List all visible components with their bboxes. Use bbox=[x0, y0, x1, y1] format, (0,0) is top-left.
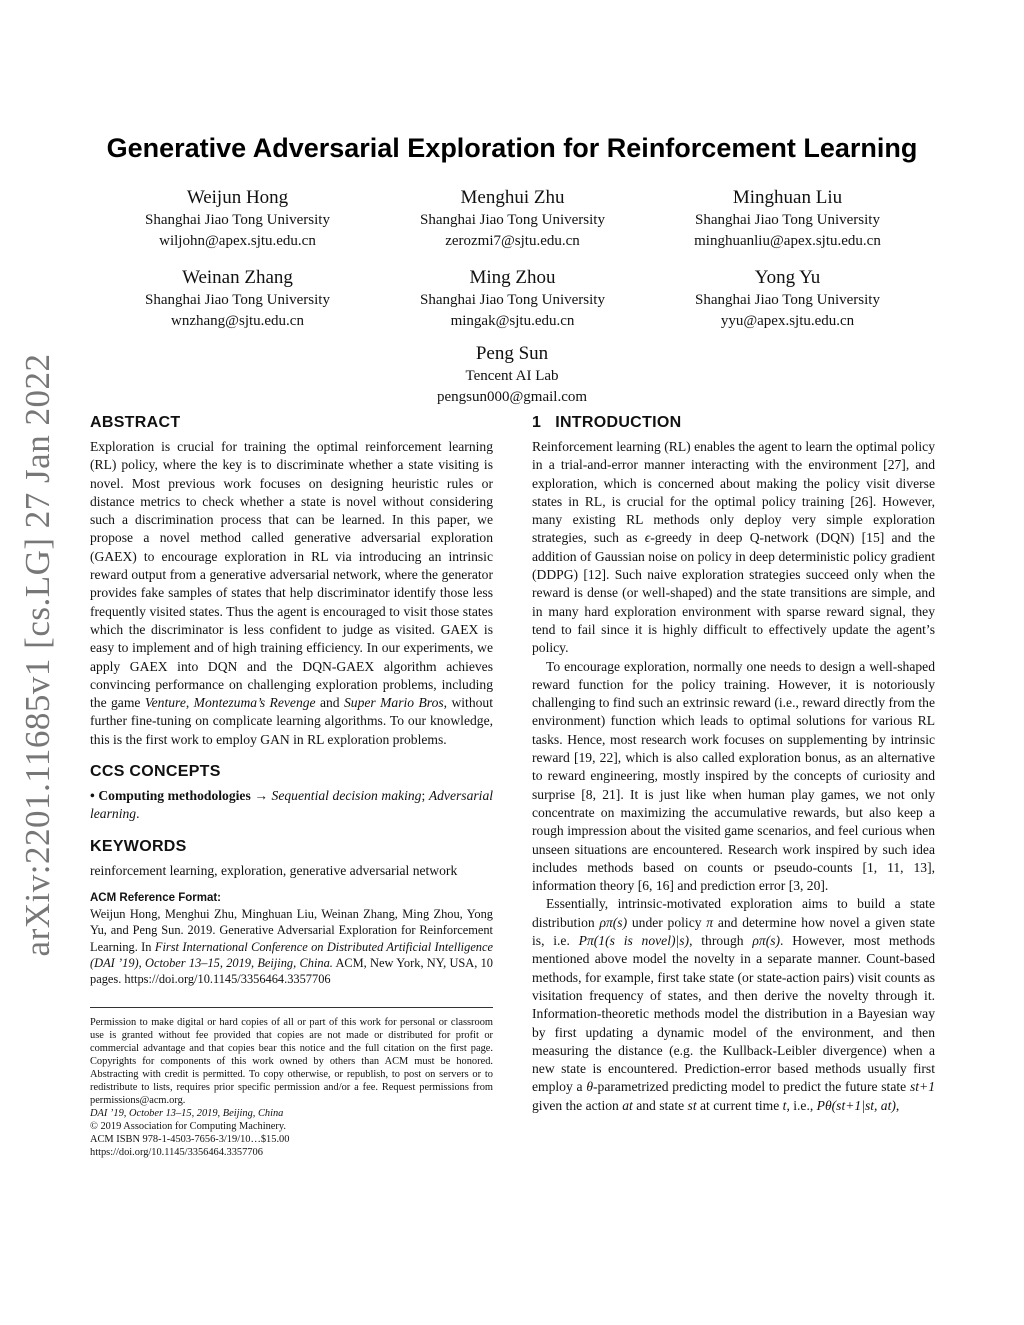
separator: and bbox=[315, 695, 344, 711]
game-name: Venture bbox=[144, 695, 186, 711]
abstract-text-part: , without further fine-tuning on complicate learning algorithms. To our knowledge, this is the first work to employ GAN in RL exploration problems. bbox=[90, 695, 493, 747]
author-affiliation: Shanghai Jiao Tong University bbox=[145, 212, 330, 228]
author-email: pengsun000@gmail.com bbox=[436, 389, 588, 405]
reference-venue: First International Conference on Distributed Artificial Intelligence (DAI ’19), October 13–15, 2019, Beijing, China. bbox=[90, 939, 494, 970]
intro-text-part: Reinforcement learning (RL) enables the agent to learn the optimal policy in a trial-and-error manner interacting with the environment [27], and exploration, which is concerned about making the policy visit diverse states in RL, is crucial for the optimal policy training [26]. However, many existing RL methods only deploy very simple exploration strategies, such as bbox=[532, 439, 935, 546]
ccs-end: . bbox=[136, 806, 140, 822]
author-block bbox=[362, 342, 662, 408]
author-block bbox=[650, 266, 925, 332]
ccs-concept: Sequential decision making bbox=[271, 788, 422, 804]
author-affiliation: Shanghai Jiao Tong University bbox=[695, 292, 880, 308]
math-expression: t bbox=[782, 1097, 787, 1113]
intro-paragraph bbox=[532, 438, 935, 658]
conference-line bbox=[90, 1107, 493, 1120]
math-epsilon: ϵ bbox=[644, 530, 651, 546]
reference-format-heading: ACM Reference Format: bbox=[90, 891, 221, 904]
ccs-concepts bbox=[90, 787, 493, 824]
intro-text-part: -greedy in deep Q-network (DQN) [15] and the addition of Gaussian noise on policy in deep deterministic policy gradient (DDPG) [12]. Such naive exploration strategies succeed only when the reward is dense (or well-shaped) and the state transitions are simple, and in many hard exploration environment with sparse reward signal, they tend to fail since it is highly difficult to effectively update the agent’s policy. bbox=[532, 530, 936, 656]
author-name: Weijun Hong bbox=[186, 187, 289, 208]
author-name: Yong Yu bbox=[754, 267, 821, 288]
separator: ; bbox=[421, 788, 429, 804]
author-block bbox=[375, 266, 650, 332]
author-email: minghuanliu@apex.sjtu.edu.cn bbox=[694, 233, 881, 249]
copyright-line: © 2019 Association for Computing Machinery. bbox=[90, 1121, 286, 1133]
author-email: wiljohn@apex.sjtu.edu.cn bbox=[159, 233, 316, 249]
math-expression: st bbox=[687, 1097, 697, 1113]
author-affiliation: Shanghai Jiao Tong University bbox=[145, 292, 330, 308]
game-name: Montezuma’s Revenge bbox=[193, 695, 316, 711]
author-affiliation: Shanghai Jiao Tong University bbox=[695, 212, 880, 228]
intro-text-part: , bbox=[895, 1097, 900, 1113]
intro-text-part: at current time bbox=[696, 1097, 783, 1113]
math-expression: θ bbox=[586, 1079, 594, 1095]
abstract-heading: ABSTRACT bbox=[90, 414, 181, 431]
author-email: mingak@sjtu.edu.cn bbox=[450, 313, 575, 329]
abstract-text bbox=[90, 438, 493, 749]
intro-text-part: under policy bbox=[627, 914, 707, 930]
ccs-category: • Computing methodologies bbox=[90, 788, 251, 804]
abstract-text-part: Exploration is crucial for training the optimal reinforcement learning (RL) policy, where the key is to discriminate whether a state visiting is novel. Most previous work focuses on designing heuristic rules or distance metrics to check whether a state is novel without considering such a discrimination process that can be learned. In this paper, we propose a novel method called generative adversarial exploration (GAEX) to encourage exploration in RL via introducing an intrinsic reward output from a generative adversarial network, where the generator provides fake samples of states that help discriminator identify those less frequently visited states. Thus the agent is encouraged to visit those states which the discriminator is less confident to judge as visited. GAEX is easy to implement and of high training efficiency. In our experiments, we apply GAEX into DQN and the DQN-GAEX algorithm achieves convincing performance on challenging exploration problems, including the game bbox=[90, 439, 493, 711]
author-block bbox=[100, 186, 375, 252]
author-block bbox=[650, 186, 925, 252]
footnote-divider bbox=[90, 1007, 493, 1008]
intro-text-part: , i.e., bbox=[786, 1097, 817, 1113]
author-name: Ming Zhou bbox=[469, 267, 556, 288]
author-email: wnzhang@sjtu.edu.cn bbox=[171, 313, 304, 329]
keywords-text: reinforcement learning, exploration, generative adversarial network bbox=[90, 862, 458, 878]
author-email: yyu@apex.sjtu.edu.cn bbox=[720, 313, 855, 329]
left-column bbox=[90, 414, 493, 1159]
intro-text-part: Essentially, intrinsic-motivated exploration aims to build a state distribution bbox=[532, 896, 935, 930]
introduction-heading bbox=[532, 414, 935, 432]
arxiv-identifier: arXiv:2201.11685v1 [cs.LG] 27 Jan 2022 bbox=[18, 353, 57, 957]
paper-title: Generative Adversarial Exploration for Reinforcement Learning bbox=[106, 133, 918, 163]
math-expression: ρπ(s) bbox=[599, 914, 628, 930]
author-affiliation: Shanghai Jiao Tong University bbox=[420, 292, 605, 308]
permission-notice: Permission to make digital or hard copies of all or part of this work for personal or classroom use is granted without fee provided that copies are not made or distributed for profit or commercial advantage and that copies bear this notice and the full citation on the first page. Copyrights for components of this work owned by others than ACM must be honored. Abstracting with credit is permitted. To copy otherwise, or republish, to post on servers or to redistribute to lists, requires prior specific permission and/or a fee. Request permissions from permissions@acm.org. bbox=[90, 1017, 493, 1107]
conference-name: DAI ’19, October 13–15, 2019, Beijing, China bbox=[90, 1108, 284, 1120]
intro-paragraph: To encourage exploration, normally one needs to design a well-shaped reward function for the policy training. However, it is notoriously challenging to find such an extrinsic reward (i.e., reward directly from the environment) function which leads to optimal solutions for various RL tasks. Hence, most research work focuses on supplementing by intrinsic reward [19, 22], which is also called exploration bonus, as an alternative to reward engineering, mostly inspired by the concepts of curiosity and surprise [8, 21]. It is just like when human play games, we not only concentrate on maximizing the accumulative rewards, but also keep a rough impression about the visited game scenarios, and feel curious when unseen situations are encountered. Research work inspired by such idea includes methods based on counts or pseudo-counts [1, 11, 13], information theory [6, 16] and prediction error [3, 20]. bbox=[532, 658, 935, 894]
author-grid bbox=[100, 186, 925, 332]
intro-text-part: and determine how novel a given state is, i.e. bbox=[532, 914, 936, 949]
author-name: Weinan Zhang bbox=[182, 267, 293, 288]
ccs-arrow: → bbox=[250, 788, 272, 804]
author-block bbox=[100, 266, 375, 332]
ccs-heading: CCS CONCEPTS bbox=[90, 763, 221, 781]
author-block bbox=[375, 186, 650, 252]
ccs-concept: Adversarial learning bbox=[90, 788, 494, 822]
isbn-line: ACM ISBN 978-1-4503-7656-3/19/10…$15.00 bbox=[90, 1134, 290, 1146]
separator: , bbox=[185, 695, 194, 711]
doi-line: https://doi.org/10.1145/3356464.3357706 bbox=[90, 1147, 263, 1159]
math-expression: π bbox=[706, 914, 714, 930]
author-name: Menghui Zhu bbox=[460, 187, 565, 208]
intro-paragraph bbox=[532, 895, 935, 1115]
math-expression: st+1 bbox=[909, 1079, 935, 1095]
reference-format-text bbox=[90, 906, 493, 987]
game-name: Super Mario Bros bbox=[344, 695, 444, 711]
math-expression: Pπ(1(s is novel)|s) bbox=[578, 933, 690, 949]
author-name: Minghuan Liu bbox=[732, 187, 843, 208]
section-number: 1 bbox=[532, 414, 542, 431]
reference-part: ACM, New York, NY, USA, 10 pages. https://doi.org/10.1145/3356464.3357706 bbox=[90, 955, 493, 987]
intro-text-part: , through bbox=[689, 933, 753, 949]
intro-text-part: and state bbox=[632, 1097, 688, 1113]
reference-part: Weijun Hong, Menghui Zhu, Minghuan Liu, Weinan Zhang, Ming Zhou, Yong Yu, and Peng Sun. 2019. Generative Adversarial Exploration for Reinforcement Learning. In bbox=[90, 906, 493, 954]
section-title: INTRODUCTION bbox=[555, 414, 682, 431]
author-email: zerozmi7@sjtu.edu.cn bbox=[445, 233, 580, 249]
author-affiliation: Tencent AI Lab bbox=[465, 368, 559, 384]
intro-text-part: given the action bbox=[532, 1097, 623, 1113]
right-column bbox=[532, 414, 935, 1115]
author-affiliation: Shanghai Jiao Tong University bbox=[420, 212, 605, 228]
arxiv-sidebar bbox=[8, 353, 68, 957]
intro-text-part: . However, most methods mentioned above model the novelty in a separate manner. Count-based methods, for example, first take state (or state-action pairs) visit counts as visitation frequency of states, and then derive the novelty through it. Information-theoretic methods model the distribution in a Bayesian way by first updating a dynamic model of the environment, and then measuring the distance (e.g. the Kullback-Leibler divergence) when a new state is encountered. Prediction-error based methods usually first employ a bbox=[532, 933, 935, 1095]
intro-text-part: -parametrized predicting model to predict the future state bbox=[593, 1079, 910, 1095]
author-name: Peng Sun bbox=[475, 343, 549, 364]
math-expression: at bbox=[622, 1097, 633, 1113]
math-expression: ρπ(s) bbox=[752, 933, 781, 949]
keywords-heading: KEYWORDS bbox=[90, 837, 187, 855]
math-expression: Pθ(st+1|st, at) bbox=[816, 1097, 896, 1113]
